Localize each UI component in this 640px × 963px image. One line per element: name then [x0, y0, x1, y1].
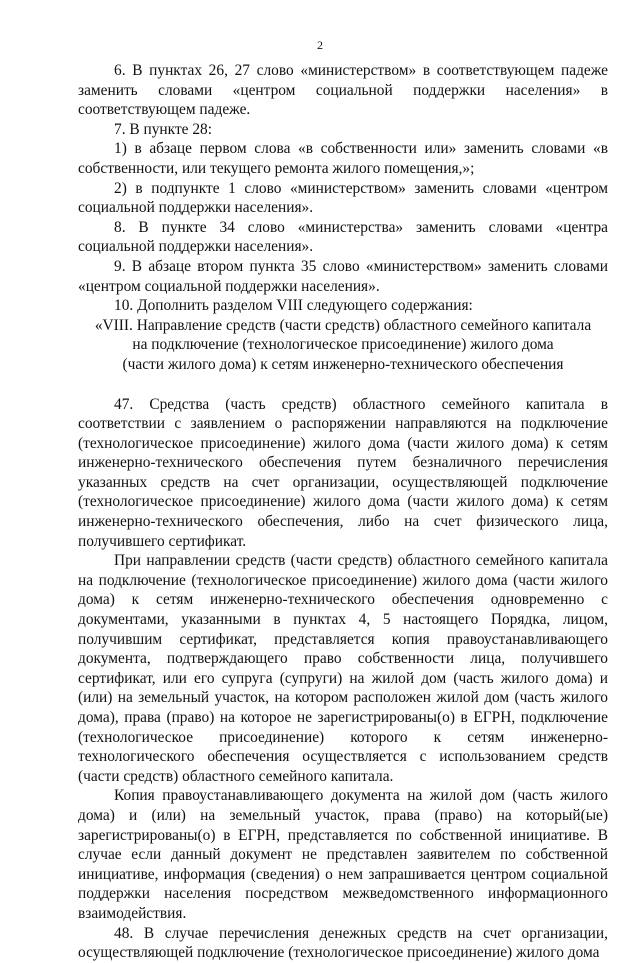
paragraph-item-7-2: 2) в подпункте 1 слово «министерством» заменить словами «центром социальной поддержки населения». [78, 179, 608, 217]
paragraph-point-47: 47. Средства (часть средств) областного семейного капитала в соответствии с заявлением о распоряжении направляются на подключение (технологическое присоединение) жилого дома (части жилого дома) к сетям инженерно-технического обеспечения путем безналичного перечисления указанных средств на счет организации, осуществляющей подключение (технологическое присоединение) жилого дома (части жилого дома) к сетям инженерно-технического обеспечения, либо на счет физического лица, получившего сертификат. [78, 395, 608, 550]
paragraph-item-8: 8. В пункте 34 слово «министерства» заменить словами «центра социальной поддержки населения». [78, 218, 608, 256]
section-spacer [78, 375, 608, 395]
section-heading [78, 316, 608, 375]
paragraph-item-10: 10. Дополнить разделом VIII следующего содержания: [114, 297, 473, 315]
section-heading-line: «VIII. Направление средств (части средств) областного семейного капитала [94, 316, 592, 334]
paragraph-item-7-1: 1) в абзаце первом слова «в собственности или» заменить словами «в собственности, или текущего ремонта жилого помещения,»; [78, 140, 608, 177]
paragraph-point-48: 48. В случае перечисления денежных средств на счет организации, осуществляющей подключение (технологическое присоединение) жилого дома [78, 924, 608, 962]
paragraph-item-9: 9. В абзаце втором пункта 35 слово «министерством» заменить словами «центром социальной поддержки населения». [78, 257, 608, 295]
paragraph-item-6: 6. В пунктах 26, 27 слово «министерством» в соответствующем падеже заменить словами «центром социальной поддержки населения» в соответствующем падеже. [78, 62, 608, 119]
paragraph-item-7: 7. В пункте 28: [114, 120, 213, 138]
paragraph-point-47-2: При направлении средств (части средств) областного семейного капитала на подключение (технологическое присоединение) жилого дома (части жилого дома) к сетям инженерно-технического обеспечения одновременно с документами, указанными в пунктах 4, 5 настоящего Порядка, лицом, получившим сертификат, представляется копия правоустанавливающего документа, подтверждающего право собственности лица, получившего сертификат, или его супруга (супруги) на жилой дом (часть жилого дома) и (или) на земельный участок, на котором расположен жилой дом (часть жилого дома), права (право) на которое не зарегистрированы(о) в ЕГРН, подключение (технологическое присоединение) которого к сетям инженерно-технологического обеспечения осуществляется с использованием средств (части средств) областного семейного капитала. [78, 552, 608, 785]
section-heading-line: (части жилого дома) к сетям инженерно-технического обеспечения [122, 355, 564, 373]
paragraph-point-47-3: Копия правоустанавливающего документа на жилой дом (часть жилого дома) и (или) на земельный участок, права (право) на который(ые) зарегистрированы(о) в ЕГРН, представляется по собственной инициативе. В случае если данный документ не представлен заявителем по собственной инициативе, информация (сведения) о нем запрашивается центром социальной поддержки населения посредством межведомственного информационного взаимодействия. [78, 787, 608, 922]
document-body [78, 61, 608, 963]
page-number: 2 [317, 38, 323, 52]
section-heading-line: на подключение (технологическое присоединение) жилого дома [132, 336, 554, 354]
